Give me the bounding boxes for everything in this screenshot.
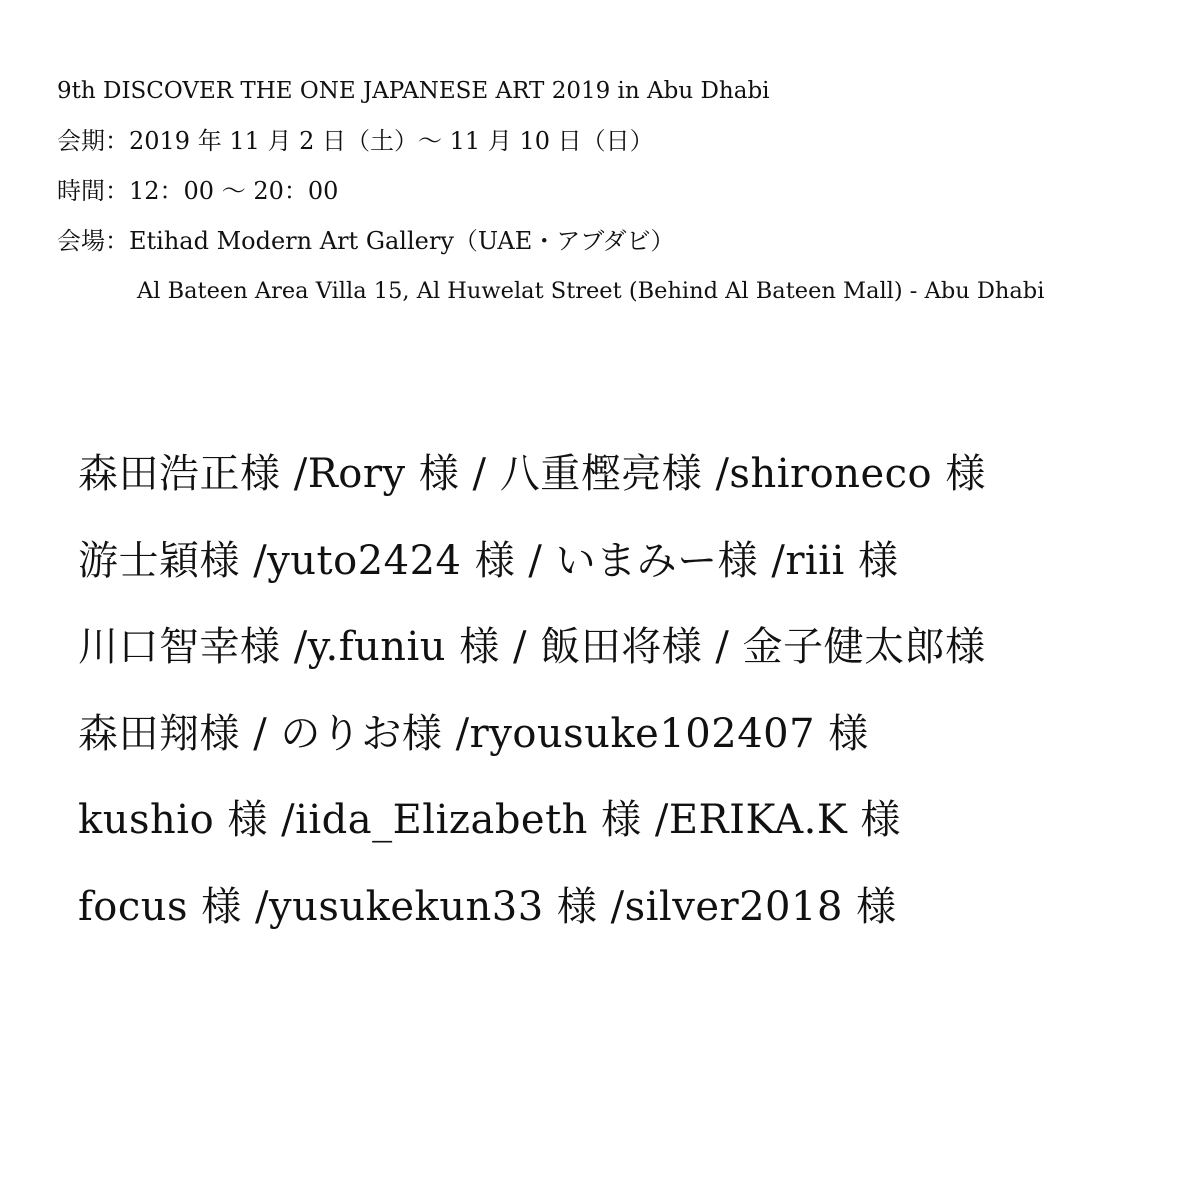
- names-row-4: 森田翔様 / のりお様 /ryousuke102407 様: [78, 710, 869, 757]
- names-row-6: focus 様 /yusukekun33 様 /silver2018 様: [78, 883, 897, 930]
- event-venue: 会場：Etihad Modern Art Gallery（UAE・アブダビ）: [57, 227, 675, 255]
- artist-names-list: [78, 447, 1178, 966]
- event-address: Al Bateen Area Villa 15, Al Huwelat Street (Behind Al Bateen Mall) - Abu Dhabi: [137, 278, 1045, 304]
- event-title: 9th DISCOVER THE ONE JAPANESE ART 2019 in Abu Dhabi: [57, 78, 770, 104]
- names-row-3: 川口智幸様 /y.funiu 様 / 飯田将様 / 金子健太郎様: [78, 624, 986, 670]
- event-period: 会期：2019 年 11 月 2 日（土）～ 11 月 10 日（日）: [57, 127, 654, 155]
- event-info-block: [57, 75, 1177, 307]
- names-row-5: kushio 様 /iida_Elizabeth 様 /ERIKA.K 様: [78, 797, 901, 843]
- names-row-2: 游士穎様 /yuto2424 様 / いまみー様 /riii 様: [78, 537, 899, 584]
- names-row-1: 森田浩正様 /Rory 様 / 八重樫亮様 /shironeco 様: [78, 451, 986, 497]
- event-hours: 時間：12：00 ～ 20：00: [57, 177, 339, 205]
